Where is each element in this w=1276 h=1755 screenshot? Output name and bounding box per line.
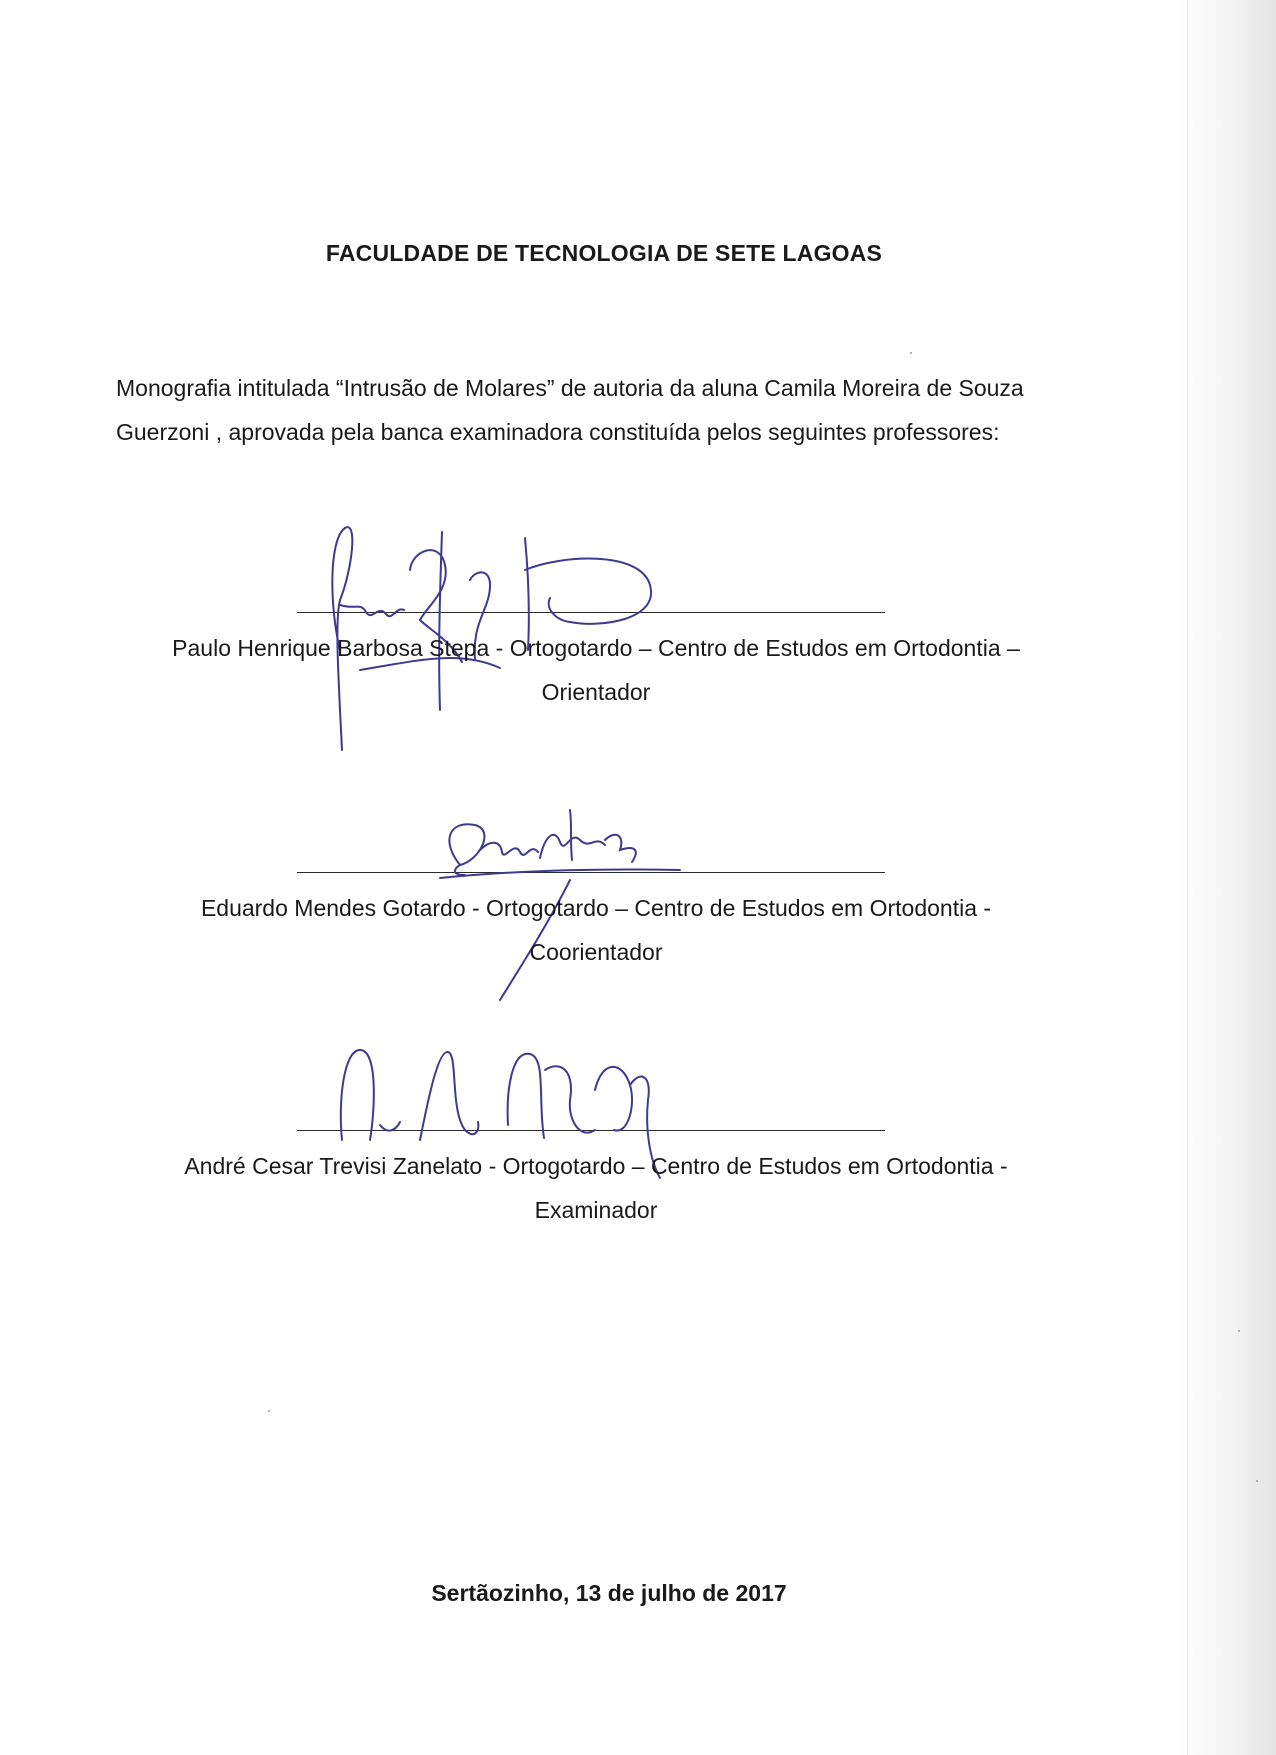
scan-speck <box>1256 1480 1258 1482</box>
signatory-name-1: Paulo Henrique Barbosa Stepa - Ortogotardo – Centro de Estudos em Ortodontia – <box>172 635 1020 661</box>
signatory-name-3: André Cesar Trevisi Zanelato - Ortogotardo – Centro de Estudos em Ortodontia - <box>184 1153 1008 1179</box>
place-and-date: Sertãozinho, 13 de julho de 2017 <box>431 1580 787 1606</box>
signatory-caption-2 <box>116 886 1076 974</box>
intro-paragraph: Monografia intitulada “Intrusão de Molares” de autoria da aluna Camila Moreira de Souza Guerzoni , aprovada pela banca examinadora constituída pelos seguintes professores: <box>116 375 1024 445</box>
scan-speck <box>910 352 912 354</box>
scan-speck <box>1238 1330 1240 1332</box>
signatory-caption-3 <box>116 1144 1076 1232</box>
signatory-name-2: Eduardo Mendes Gotardo - Ortogotardo – Centro de Estudos em Ortodontia - <box>200 895 992 921</box>
signatory-role-2: Coorientador <box>529 939 663 965</box>
signatory-role-3: Examinador <box>534 1197 658 1223</box>
signatory-caption-1 <box>116 626 1076 714</box>
scan-speck <box>268 1410 270 1412</box>
signatory-role-1: Orientador <box>541 679 651 705</box>
institution-title: FACULDADE DE TECNOLOGIA DE SETE LAGOAS <box>325 240 883 266</box>
